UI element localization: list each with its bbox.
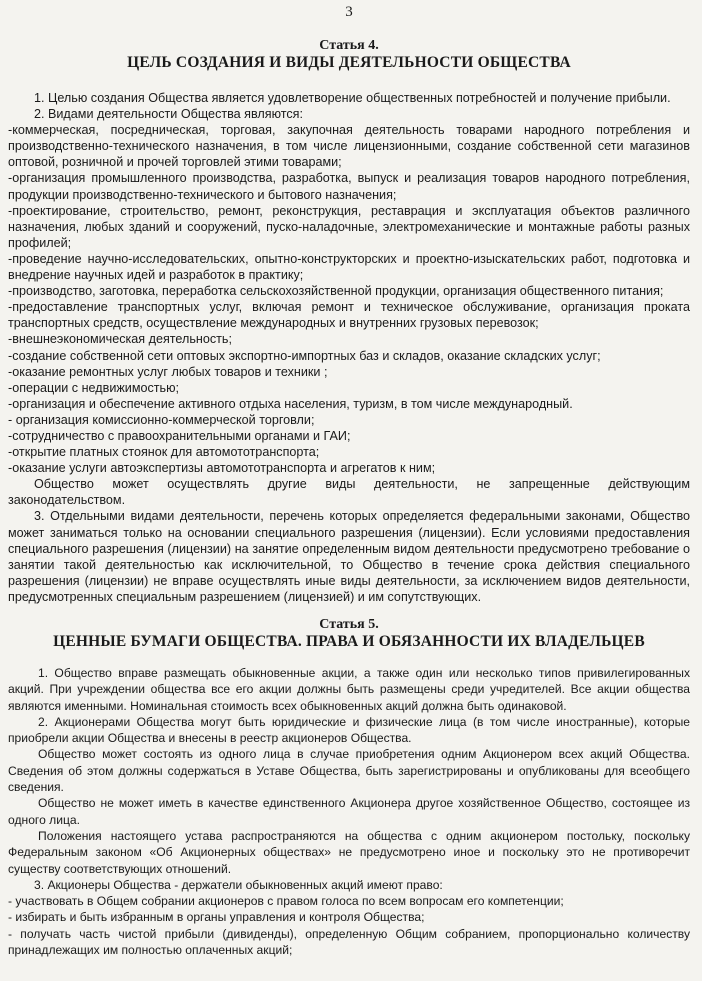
list-item: -предоставление транспортных услуг, включая ремонт и техническое обслуживание, организация проката транспортных средств, осуществление международных и внутренних грузовых перевозок;: [8, 300, 690, 331]
paragraph: Общество может состоять из одного лица в случае приобретения одним Акционером всех акций Общества. Сведения об этом должны содержаться в Уставе Общества, быть зарегистрированы и опубликованы для всеобщего сведения.: [8, 747, 690, 795]
article-number: Статья 5.: [319, 617, 379, 632]
list-item: -производство, заготовка, переработка сельскохозяйственной продукции, организация общественного питания;: [8, 284, 664, 299]
paragraph: Общество может осуществлять другие виды деятельности, не запрещенные действующим законодательством.: [8, 477, 690, 508]
paragraph: Общество не может иметь в качестве единственного Акционера другое хозяйственное Общество, состоящее из одного лица.: [8, 796, 690, 827]
list-item: - избирать и быть избранным в органы управления и контроля Общества;: [8, 910, 425, 925]
list-item: - участвовать в Общем собрании акционеров с правом голоса по всем вопросам его компетенции;: [8, 894, 564, 909]
list-item: -операции с недвижимостью;: [8, 380, 180, 395]
list-item: -внешнеэкономическая деятельность;: [8, 332, 232, 347]
list-item: - организация комиссионно-коммерческой торговли;: [8, 412, 315, 427]
list-item: -сотрудничество с правоохранительными органами и ГАИ;: [8, 428, 351, 443]
list-item: -проектирование, строительство, ремонт, реконструкция, реставрация и эксплуатация объектов различного назначения, любых зданий и сооружений, пуско-наладочные, электромеханические и монтажные работы разных профилей;: [8, 203, 690, 250]
list-item: -коммерческая, посредническая, торговая, закупочная деятельность товарами народного потребления и производственно-технического назначения, в том числе лицензионными, создание собственной сети магазинов оптовой, розничной и прочей торговлей этими товарами;: [8, 123, 690, 170]
paragraph: Положения настоящего устава распространяются на общества с одним акционером постольку, поскольку Федеральным законом «Об Акционерных обществах» не предусмотрено иное и поскольку это не противоречит существу соответствующих отношений.: [8, 828, 690, 876]
paragraph: 1. Общество вправе размещать обыкновенные акции, а также один или несколько типов привилегированных акций. При учреждении общества все его акции должны быть размещены среди учредителей. Все акции общества являются именными. Номинальная стоимость всех обыкновенных акций должна быть одинаковой.: [8, 666, 690, 713]
paragraph: 3. Акционеры Общества - держатели обыкновенных акций имеют право:: [34, 877, 443, 892]
article-5: [8, 617, 690, 958]
paragraph: 2. Видами деятельности Общества являются:: [34, 107, 303, 122]
list-item: -оказание ремонтных услуг любых товаров и техники ;: [8, 364, 328, 379]
article-4: [8, 38, 690, 605]
list-item: -открытие платных стоянок для автомототранспорта;: [8, 445, 320, 460]
paragraph: 3. Отдельными видами деятельности, перечень которых определяется федеральными законами, Общество может заниматься только на основании специального разрешения (лицензии). Если условиями предоставления специального разрешения (лицензии) на занятие определенным видом деятельности предусмотрено требование о занятии такой деятельностью как исключительной, то Общество в течение срока действия специального разрешения (лицензии) не вправе осуществлять иные виды деятельности, за исключением видов деятельности, предусмотренных специальным разрешением (лицензией) и им сопутствующих.: [8, 509, 690, 604]
paragraph: 2. Акционерами Общества могут быть юридические и физические лица (в том числе иностранные), которые приобрели акции Общества и внесены в реестр акционеров Общества.: [8, 714, 690, 746]
list-item: -оказание услуги автоэкспертизы автомототранспорта и агрегатов к ним;: [8, 461, 436, 476]
list-item: -организация и обеспечение активного отдыха населения, туризм, в том числе международный.: [8, 396, 573, 411]
list-item: -проведение научно-исследовательских, опытно-конструкторских и проектно-изыскательских работ, подготовка и внедрение научных идей и разработок в практику;: [8, 251, 690, 283]
article-title: ЦЕЛЬ СОЗДАНИЯ И ВИДЫ ДЕЯТЕЛЬНОСТИ ОБЩЕСТВА: [127, 54, 571, 71]
list-item: -организация промышленного производства, разработка, выпуск и реализация товаров народного потребления, продукции производственно-технического и бытового назначения;: [8, 171, 690, 202]
article-title: ЦЕННЫЕ БУМАГИ ОБЩЕСТВА. ПРАВА И ОБЯЗАННОСТИ ИХ ВЛАДЕЛЬЦЕВ: [53, 633, 645, 650]
paragraph: 1. Целью создания Общества является удовлетворение общественных потребностей и получение прибыли.: [34, 91, 671, 105]
page-number: 3: [345, 4, 353, 20]
article-number: Статья 4.: [319, 38, 379, 53]
list-item: -создание собственной сети оптовых экспортно-импортных баз и складов, оказание складских услуг;: [8, 348, 601, 363]
list-item: - получать часть чистой прибыли (дивиденды), определенную Общим собранием, пропорционально количеству принадлежащих им полностью оплаченных акций;: [8, 926, 690, 958]
